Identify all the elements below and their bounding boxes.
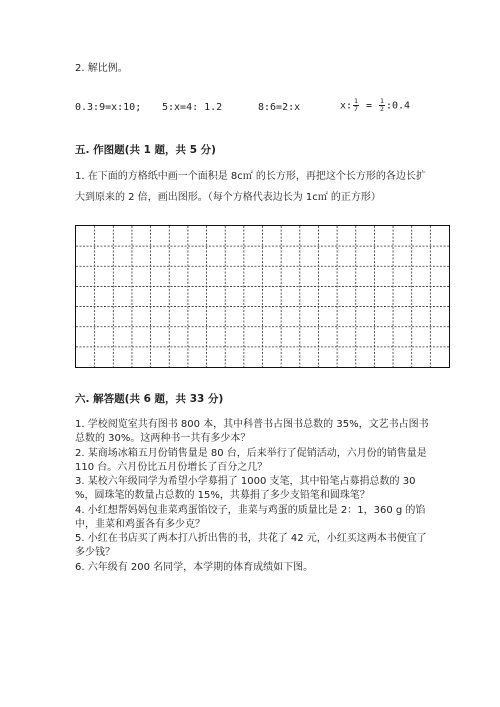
section-6-line-6: %，圆珠笔的数量占总数的 15%，共募捐了多少支铅笔和圆珠笔？	[75, 490, 370, 501]
section-6-line-10: 多少钱？	[75, 547, 115, 558]
equation-2: 5:x=4: 1.2	[162, 102, 223, 113]
equation-4-prefix: x:	[340, 100, 353, 112]
equation-4-mid: =	[359, 100, 379, 112]
equation-3: 8:6=2:x	[258, 102, 301, 113]
equation-1: 0.3:9=x:10;	[75, 102, 142, 113]
section-6-line-7: 4. 小红想帮妈妈包韭菜鸡蛋馅饺子，韭菜与鸡蛋的质量比是 2：1，360 g 的馅	[75, 505, 426, 516]
question-2-title: 2. 解比例。	[75, 63, 128, 74]
section-6-line-2: 总数的 30%。这两种书一共有多少本？	[75, 433, 251, 444]
section-5-heading: 五. 作图题(共 1 题，共 5 分)	[75, 144, 216, 156]
section-6-heading: 六. 解答题(共 6 题，共 33 分)	[75, 393, 224, 405]
graph-paper-grid[interactable]	[75, 225, 450, 368]
equation-4-suffix: :0.4	[385, 100, 411, 112]
section-6-line-3: 2. 某商场冰箱五月份销售量是 80 台，后来举行了促销活动，六月份的销售量是	[75, 448, 427, 459]
section-5-q1-line-2: 大到原来的 2 倍，画出图形。（每个方格代表边长为 1c㎡ 的正方形）	[75, 192, 381, 203]
section-6-line-9: 5. 小红在书店买了两本打八折出售的书，共花了 42 元，小红买这两本书便宜了	[75, 533, 427, 544]
section-5-q1-line-1: 1. 在下面的方格纸中画一个面积是 8c㎡ 的长方形，再把这个长方形的各边长扩	[75, 171, 426, 182]
section-6-line-5: 3. 某校六年级同学为希望小学募捐了 1000 支笔，其中铅笔占募捐总数的 30	[75, 476, 416, 487]
equation-4	[340, 98, 410, 113]
section-6-line-4: 110 台。六月份比五月份增长了百分之几？	[75, 462, 268, 473]
fraction-one-half: $\frac{1}{2}$	[380, 97, 384, 113]
grid-lines	[76, 226, 451, 369]
section-6-line-1: 1. 学校阅览室共有图书 800 本，其中科普书占图书总数的 35%，文艺书占图书	[75, 419, 429, 430]
section-6-line-11: 6. 六年级有 200 名同学，本学期的体育成绩如下图。	[75, 562, 314, 573]
fraction-one-seventh: $\frac{1}{7}$	[354, 97, 358, 113]
section-6-line-8: 中，韭菜和鸡蛋各有多少克？	[75, 519, 205, 530]
